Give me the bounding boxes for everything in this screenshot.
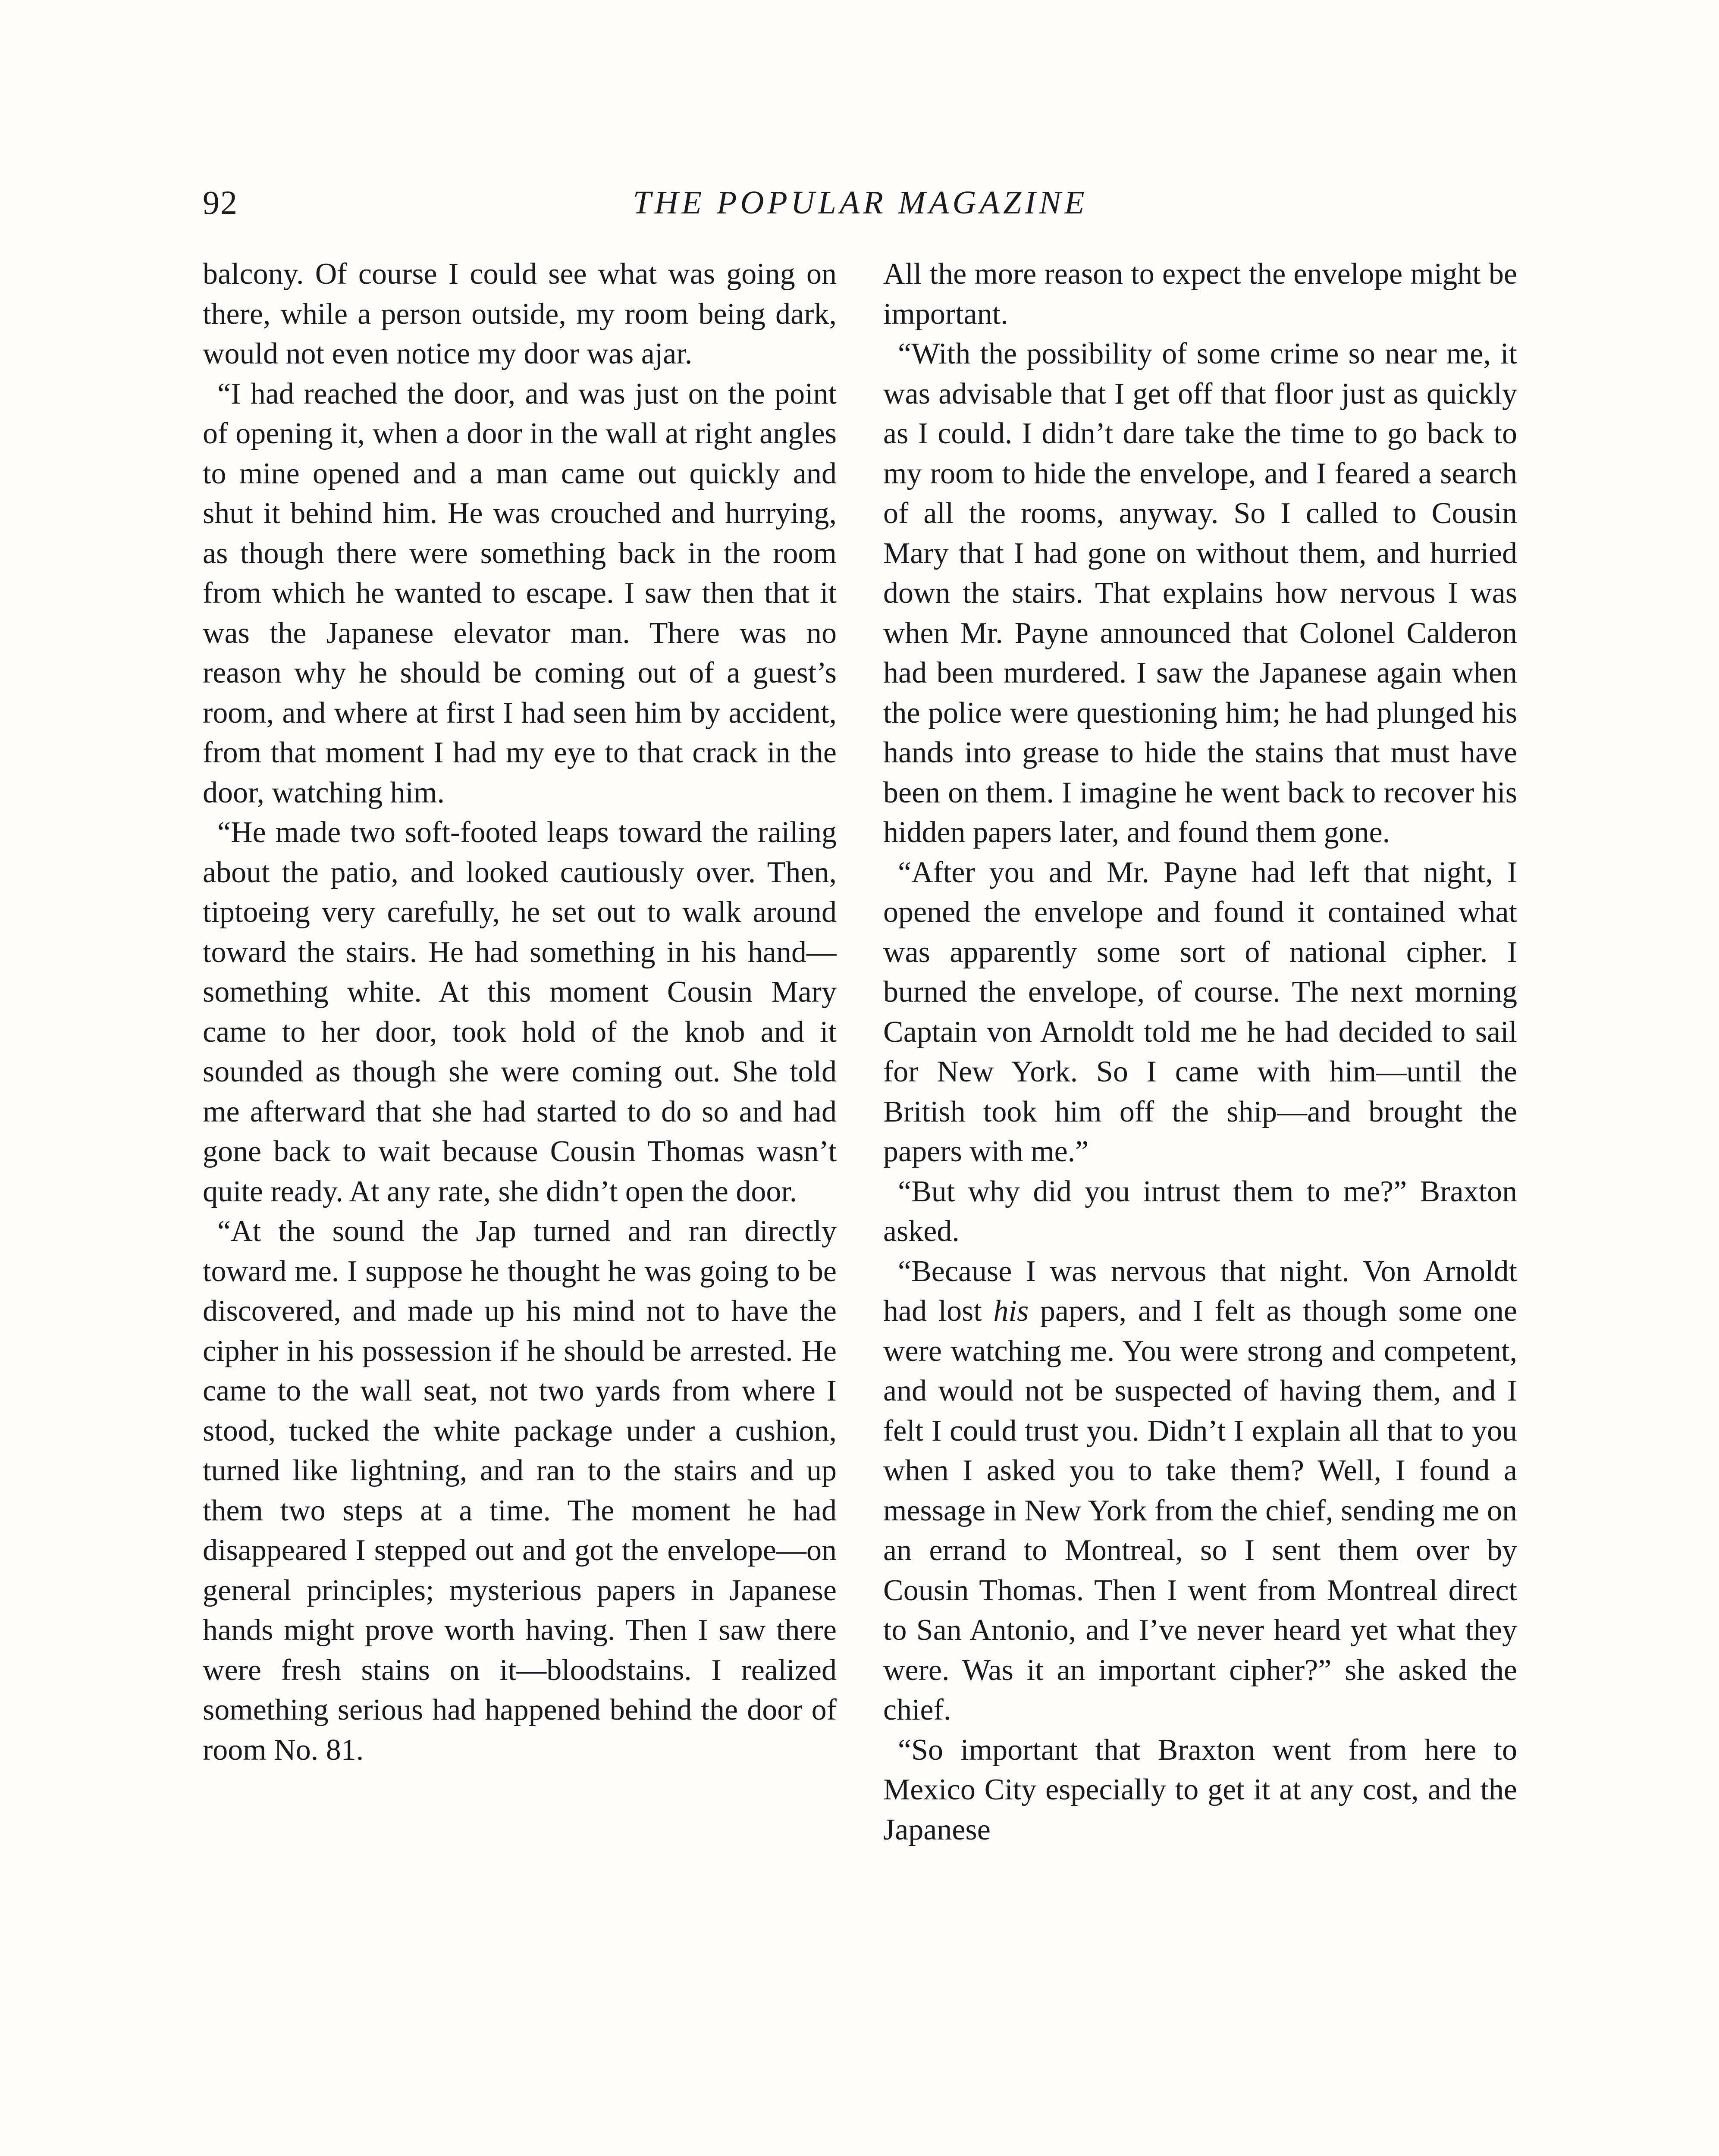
left-column bbox=[203, 254, 837, 2156]
page-header bbox=[203, 177, 1518, 229]
paragraph: “So important that Braxton went from here to Mexico City especially to get it at any cost, and the Japanese bbox=[883, 1733, 1517, 1846]
right-column bbox=[883, 254, 1517, 2156]
paragraph: balcony. Of course I could see what was going on there, while a person outside, my room being dark, would not even notice my door was ajar. bbox=[203, 257, 837, 370]
paragraph: “I had reached the door, and was just on the point of opening it, when a door in the wall at right angles to mine opened and a man came out quickly and shut it behind him. He was crouched and hurrying, as though there were something back in the room from which he wanted to escape. I saw then that it was the Japanese elevator man. There was no reason why he should be coming out of a guest’s room, and where at first I had seen him by accident, from that moment I had my eye to that crack in the door, watching him. bbox=[203, 377, 837, 809]
paragraph-text: “Because I was nervous that night. Von Arnoldt had lost bbox=[883, 1254, 1517, 1328]
text-columns bbox=[203, 254, 1518, 2156]
paragraph-text: papers, and I felt as though some one were watching me. You were strong and competent, and would not be suspected of having them, and I felt I could trust you. Didn’t I explain all that to you when I asked you to take them? Well, I found a message in New York from the chief, sending me on an errand to Montreal, so I sent them over by Cousin Thomas. Then I went from Montreal direct to San Antonio, and I’ve never heard yet what they were. Was it an important cipher?” she asked the chief. bbox=[883, 1294, 1517, 1727]
paragraph: “After you and Mr. Payne had left that night, I opened the envelope and found it contained what was apparently some sort of national cipher. I burned the envelope, of course. The next morning Captain von Arnoldt told me he had decided to sail for New York. So I came with him—until the British took him off the ship—and brought the papers with me.” bbox=[883, 856, 1517, 1168]
emphasized-word: his bbox=[993, 1294, 1029, 1328]
running-title: THE POPULAR MAGAZINE bbox=[633, 185, 1088, 221]
page-number: 92 bbox=[203, 184, 238, 221]
paragraph: “He made two soft-footed leaps toward the railing about the patio, and looked cautiously over. Then, tiptoeing very carefully, he set out to walk around toward the stairs. He had something in his hand—something white. At this moment Cousin Mary came to her door, took hold of the knob and it sounded as though she were coming out. She told me afterward that she had started to do so and had gone back to wait because Cousin Thomas wasn’t quite ready. At any rate, she didn’t open the door. bbox=[203, 816, 837, 1208]
paragraph: “But why did you intrust them to me?” Braxton asked. bbox=[883, 1175, 1517, 1248]
paragraph: All the more reason to expect the envelope might be important. bbox=[883, 257, 1517, 331]
paragraph bbox=[883, 1252, 1517, 1730]
paragraph: “With the possibility of some crime so near me, it was advisable that I get off that floor just as quickly as I could. I didn’t dare take the time to go back to my room to hide the envelope, and I feared a search of all the rooms, anyway. So I called to Cousin Mary that I had gone on without them, and hurried down the stairs. That explains how nervous I was when Mr. Payne announced that Colonel Calderon had been murdered. I saw the Japanese again when the police were questioning him; he had plunged his hands into grease to hide the stains that must have been on them. I imagine he went back to recover his hidden papers later, and found them gone. bbox=[883, 337, 1517, 849]
paragraph: “At the sound the Jap turned and ran directly toward me. I suppose he thought he was going to be discovered, and made up his mind not to have the cipher in his possession if he should be arrested. He came to the wall seat, not two yards from where I stood, tucked the white package under a cushion, turned like lightning, and ran to the stairs and up them two steps at a time. The moment he had disappeared I stepped out and got the envelope—on general principles; mysterious papers in Japanese hands might prove worth having. Then I saw there were fresh stains on it—bloodstains. I realized something serious had happened behind the door of room No. 81. bbox=[203, 1215, 837, 1767]
